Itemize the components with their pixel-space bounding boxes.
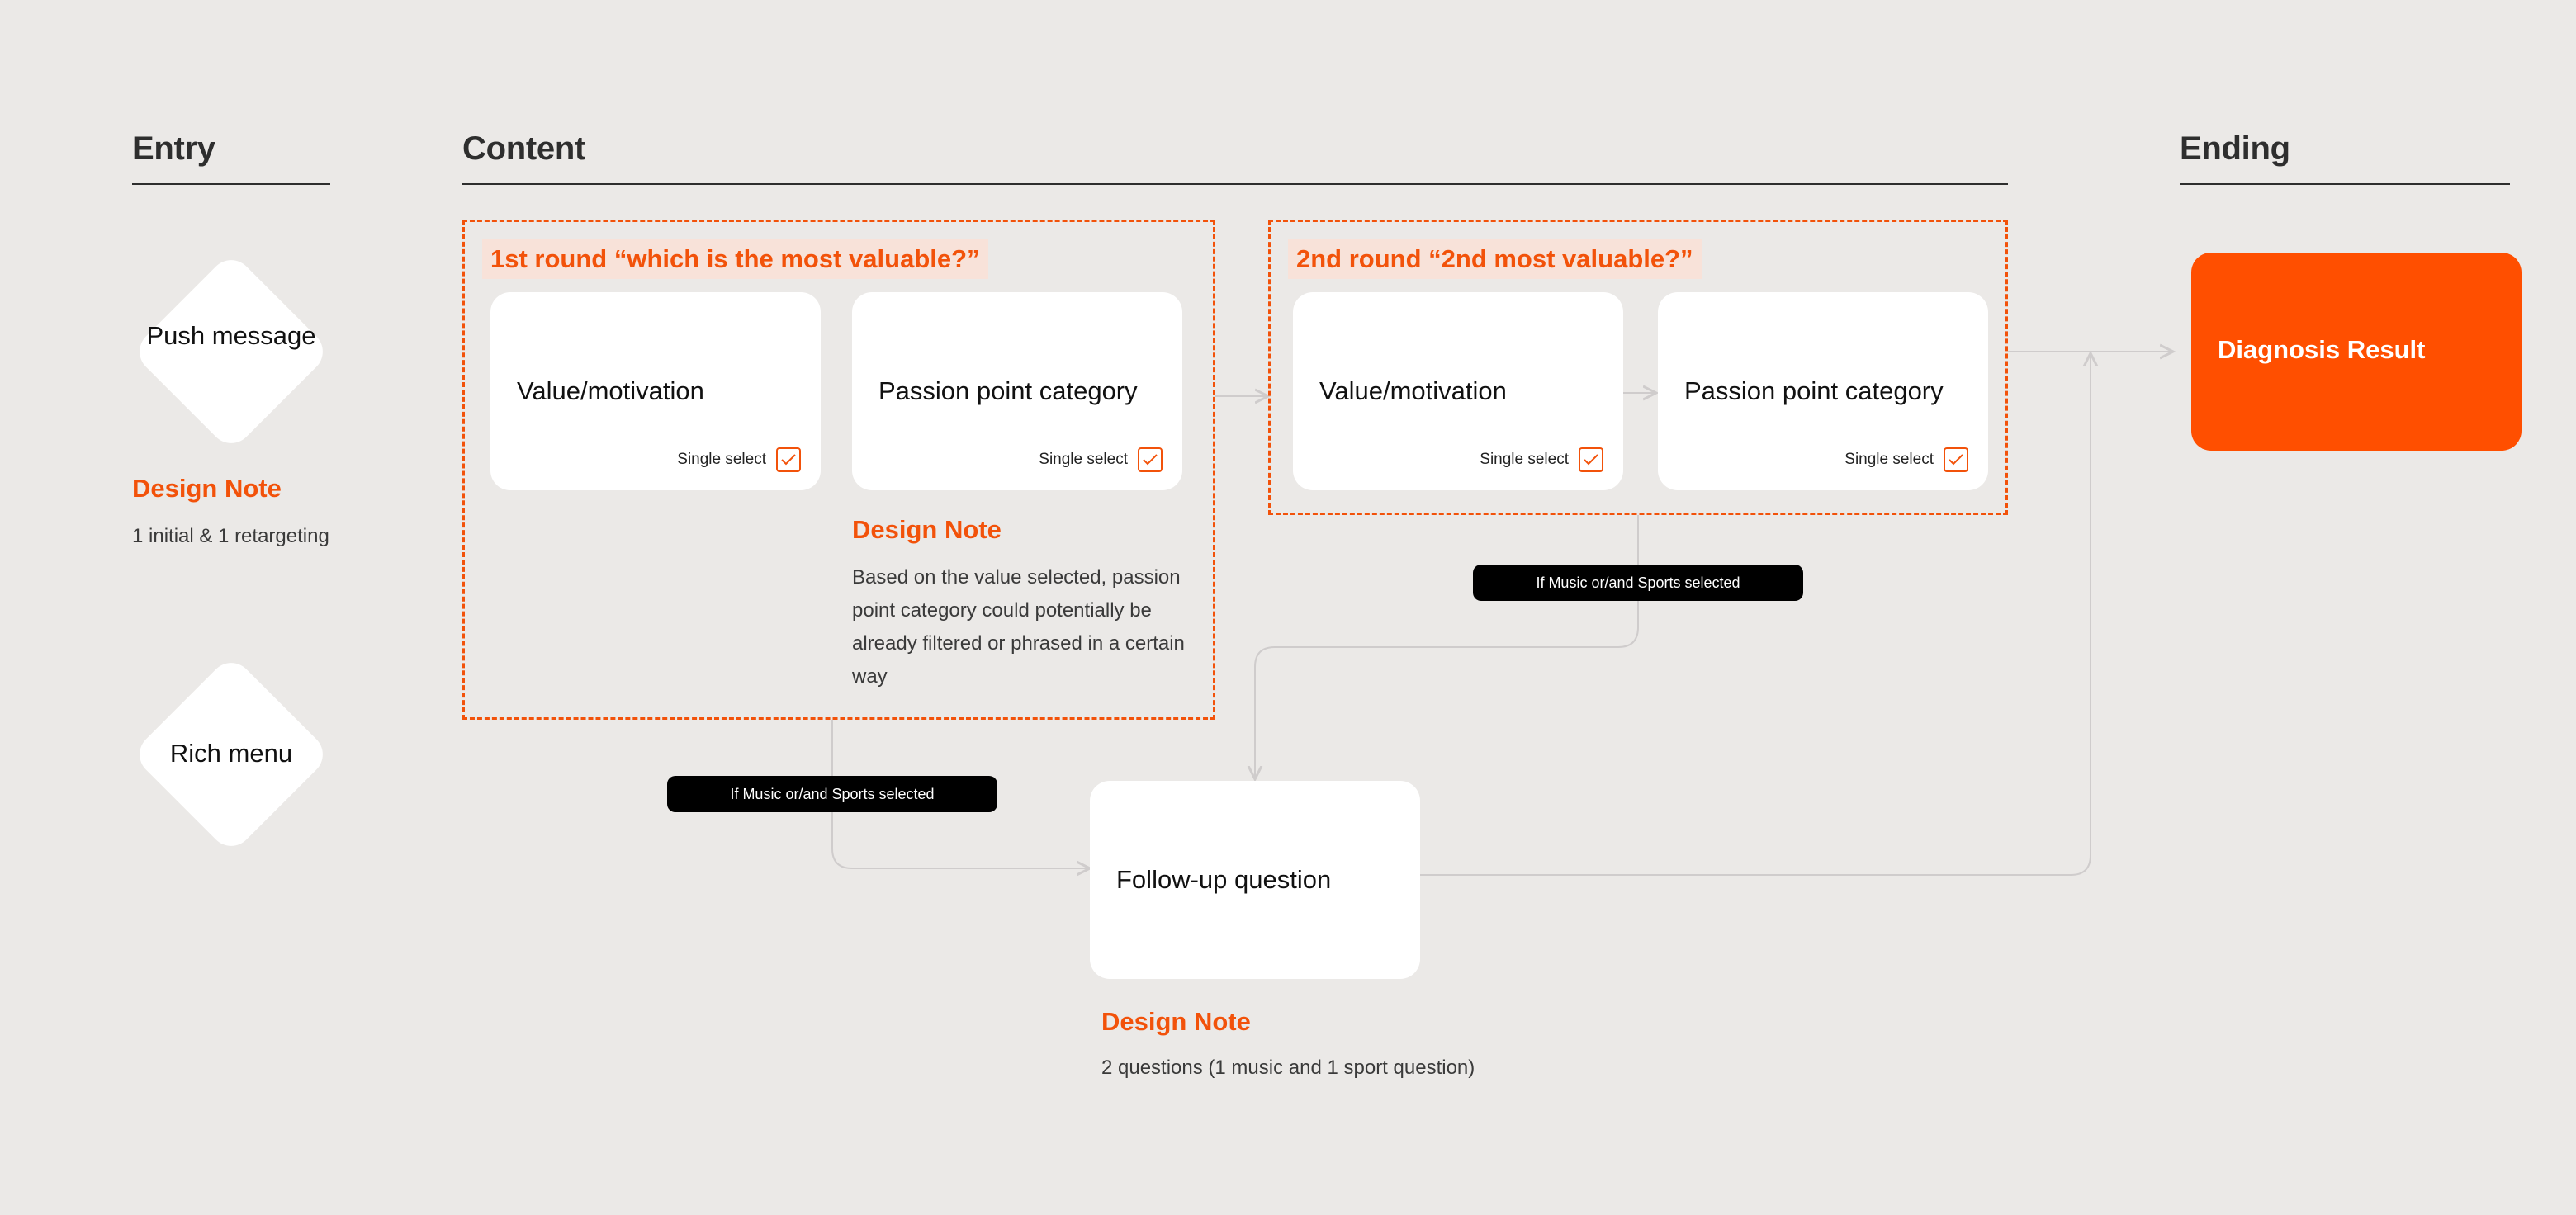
- single-select-label: Single select: [677, 451, 766, 468]
- checkbox-icon[interactable]: [1138, 447, 1163, 472]
- round1-passion-card[interactable]: [852, 292, 1182, 490]
- followup-question-card[interactable]: [1090, 781, 1420, 979]
- round1-passion-select[interactable]: [1039, 447, 1163, 472]
- round1-value-card-title: Value/motivation: [517, 376, 704, 405]
- entry-design-note-title: Design Note: [132, 474, 282, 503]
- single-select-label: Single select: [1844, 451, 1934, 468]
- round2-condition-pill: If Music or/and Sports selected: [1473, 565, 1803, 601]
- round2-passion-card[interactable]: [1658, 292, 1988, 490]
- followup-question-title: Follow-up question: [1116, 865, 1332, 894]
- content-divider: [462, 183, 2008, 185]
- followup-design-note-title: Design Note: [1101, 1007, 1251, 1036]
- round1-condition-pill: If Music or/and Sports selected: [667, 776, 997, 812]
- checkbox-icon[interactable]: [1579, 447, 1603, 472]
- followup-design-note-text: 2 questions (1 music and 1 sport question): [1101, 1057, 1475, 1079]
- ending-divider: [2180, 183, 2510, 185]
- diagnosis-result-label: Diagnosis Result: [2218, 335, 2426, 364]
- checkbox-icon[interactable]: [1944, 447, 1968, 472]
- round1-value-select[interactable]: [677, 447, 801, 472]
- round1-label: 1st round “which is the most valuable?”: [482, 239, 988, 279]
- section-heading-ending: Ending: [2180, 130, 2290, 167]
- entry-divider: [132, 183, 330, 185]
- round2-passion-card-title: Passion point category: [1684, 376, 1944, 405]
- single-select-label: Single select: [1480, 451, 1569, 468]
- round1-value-card[interactable]: [490, 292, 821, 490]
- round2-passion-select[interactable]: [1844, 447, 1968, 472]
- connector-round2-followup: [1255, 515, 1638, 779]
- section-heading-entry: Entry: [132, 130, 215, 167]
- round1-design-note-text: Based on the value selected, passion point category could potentially be already filtered or phrased in a certain way: [852, 566, 1185, 688]
- round2-value-card[interactable]: [1293, 292, 1623, 490]
- section-heading-content: Content: [462, 130, 585, 167]
- round1-passion-card-title: Passion point category: [878, 376, 1138, 405]
- round1-design-note-title: Design Note: [852, 515, 1002, 544]
- round2-label: 2nd round “2nd most valuable?”: [1288, 239, 1702, 279]
- rich-menu-label: Rich menu: [169, 739, 293, 768]
- round2-value-card-title: Value/motivation: [1319, 376, 1507, 405]
- checkbox-icon[interactable]: [776, 447, 801, 472]
- single-select-label: Single select: [1039, 451, 1128, 468]
- entry-design-note-text: 1 initial & 1 retargeting: [132, 525, 329, 547]
- diagnosis-result-node[interactable]: [2191, 253, 2522, 451]
- round2-value-select[interactable]: [1480, 447, 1603, 472]
- push-message-label: Push message: [146, 321, 316, 350]
